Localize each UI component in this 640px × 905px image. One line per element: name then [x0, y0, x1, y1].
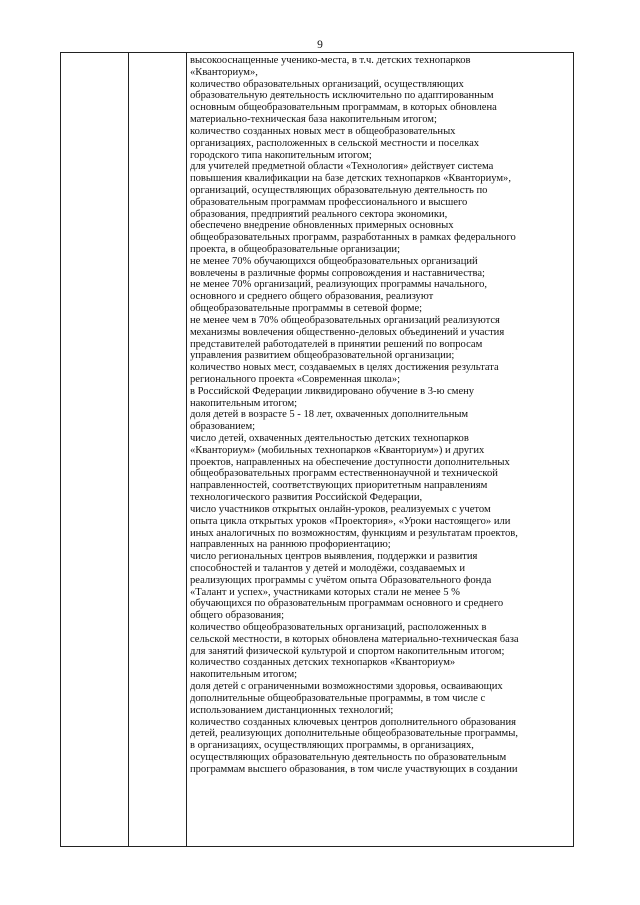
column-divider	[186, 53, 187, 846]
text-line: в Российской Федерации ликвидировано обучение в 3-ю смену	[190, 385, 475, 397]
text-line: не менее чем в 70% общеобразовательных организаций реализуются	[190, 314, 500, 326]
text-line: основного и среднего общего образования, реализуют	[190, 291, 434, 303]
text-line: общеобразовательных программ, разработанных в рамках федерального	[190, 232, 516, 244]
text-line: накопительным итогом;	[190, 397, 298, 409]
text-line: организаций, осуществляющих образовательную деятельность по	[190, 184, 488, 196]
text-line: проекта, в общеобразовательные организации;	[190, 244, 400, 255]
text-line: количество новых мест, создаваемых в целях достижения результата	[190, 362, 499, 374]
text-line: количество общеобразовательных организаций, расположенных в	[190, 622, 487, 633]
text-line: «Кванториум»,	[190, 66, 258, 78]
document-table	[60, 52, 574, 847]
text-line: организациях, расположенных в сельской местности и поселках	[190, 137, 480, 149]
text-line: направленностей, соответствующих приоритетным направлениям	[190, 480, 488, 492]
text-line: детей, реализующих дополнительные общеобразовательные программы,	[190, 728, 518, 740]
text-line: городского типа накопительным итогом;	[190, 149, 372, 161]
text-line: способностей и талантов у детей и молодёжи, создаваемых и	[190, 562, 466, 574]
page-number: 9	[317, 39, 323, 51]
text-line: вовлечены в различные формы сопровождения и наставничества;	[190, 267, 485, 279]
text-line: направленных на раннюю профориентацию;	[190, 539, 391, 551]
text-line: сельской местности, в которых обновлена материально-техническая база	[190, 633, 519, 645]
text-line: «Кванториум» (мобильных технопарков «Кванториум») и других	[190, 444, 485, 456]
text-line: количество созданных детских технопарков «Кванториум»	[190, 657, 456, 669]
text-line: механизмы вовлечения общественно-деловых объединений и участия	[190, 326, 505, 338]
text-line: накопительным итогом;	[190, 669, 298, 681]
text-line: высокооснащенные ученико-места, в т.ч. детских технопарков	[190, 55, 471, 66]
text-line: не менее 70% организаций, реализующих программы начального,	[190, 279, 487, 291]
text-line: дополнительные общеобразовательные программы, в том числе с	[190, 692, 486, 704]
text-line: осуществляющих образовательную деятельность по образовательным	[190, 751, 507, 763]
text-line: для учителей предметной области «Технология» действует система	[190, 161, 494, 173]
text-line: представителей работодателей в принятии решений по вопросам	[190, 338, 483, 350]
text-line: общеобразовательные программы в сетевой форме;	[190, 303, 423, 315]
text-line: общеобразовательных программ естественнонаучной и технической	[190, 468, 498, 480]
text-line: материально-техническая база накопительным итогом;	[190, 114, 437, 126]
text-line: обеспечено внедрение обновленных примерных основных	[190, 220, 454, 232]
text-line: в организациях, осуществляющих программы, в организациях,	[190, 740, 474, 752]
text-line: «Талант и успех», участниками которых стали не менее 5 %	[190, 586, 460, 598]
text-line: реализующих программы с учётом опыта Образовательного фонда	[190, 574, 492, 586]
text-line: проектов, направленных на обеспечение доступности дополнительных	[190, 456, 510, 468]
text-line: образования, предприятий реального сектора экономики,	[190, 208, 448, 220]
text-line: технологического развития Российской Федерации,	[190, 492, 423, 504]
text-line: число региональных центров выявления, поддержки и развития	[190, 551, 478, 563]
text-line: использованием дистанционных технологий;	[190, 704, 394, 716]
text-line: количество созданных ключевых центров дополнительного образования	[190, 716, 516, 728]
text-line: общего образования;	[190, 610, 285, 622]
text-line: не менее 70% обучающихся общеобразовательных организаций	[190, 255, 478, 267]
text-line: программам высшего образования, в том числе участвующих в создании	[190, 763, 518, 775]
text-line: доля детей с ограниченными возможностями здоровья, осваивающих	[190, 681, 503, 693]
column-divider	[128, 53, 129, 846]
text-line: образовательным программам профессионального и высшего	[190, 196, 468, 208]
text-line: для занятий физической культурой и спортом накопительным итогом;	[190, 645, 505, 657]
text-line: образованием;	[190, 421, 256, 433]
text-line: доля детей в возрасте 5 - 18 лет, охваченных дополнительным	[190, 409, 469, 421]
table-text-cell	[190, 55, 571, 776]
text-line: количество созданных новых мест в общеобразовательных	[190, 125, 456, 137]
text-line: обучающихся по образовательным программам основного и среднего	[190, 598, 504, 610]
text-line: основным общеобразовательным программам, в которых обновлена	[190, 102, 497, 114]
text-line: управления развитием общеобразовательной организации;	[190, 350, 455, 362]
text-line: опыта цикла открытых уроков «Проектория», «Уроки настоящего» или	[190, 515, 511, 527]
text-line: число детей, охваченных деятельностью детских технопарков	[190, 433, 469, 444]
text-line: иных аналогичных по возможностям, функциям и результатам проектов,	[190, 527, 518, 539]
text-line: число участников открытых онлайн-уроков, реализуемых с учетом	[190, 503, 491, 515]
text-line: повышения квалификации на базе детских технопарков «Кванториум»,	[190, 173, 511, 185]
text-line: регионального проекта «Современная школа»;	[190, 373, 401, 385]
text-line: количество образовательных организаций, осуществляющих	[190, 78, 464, 90]
text-line: образовательную деятельность исключительно по адаптированным	[190, 90, 494, 102]
